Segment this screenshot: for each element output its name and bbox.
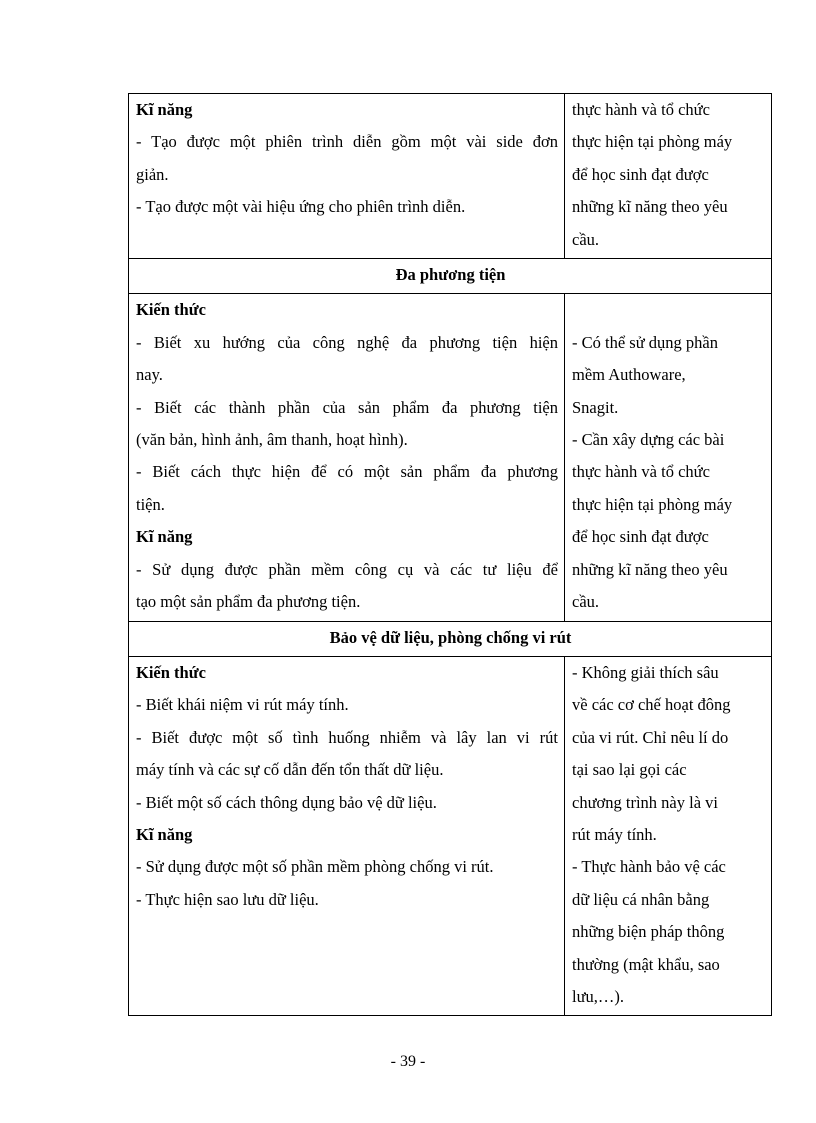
note-line: lưu,…). xyxy=(572,986,625,1006)
note-line: thường (mật khẩu, sao xyxy=(572,954,720,974)
note-line: cầu. xyxy=(572,229,600,249)
content-line: - Biết khái niệm vi rút máy tính. xyxy=(136,695,349,715)
note-line: thực hiện tại phòng máy xyxy=(572,494,733,514)
notes-cell xyxy=(565,94,772,259)
note-line: thực hiện tại phòng máy xyxy=(572,132,733,152)
section-title: Đa phương tiện xyxy=(129,259,772,294)
note-line: tại sao lại gọi các xyxy=(572,760,687,780)
content-line: - Biết xu hướng của công nghệ đa phương tiện hiện xyxy=(136,332,558,352)
curriculum-table xyxy=(128,93,772,1016)
content-line: máy tính và các sự cố dẫn đến tổn thất dữ liệu. xyxy=(136,760,444,780)
content-line: nay. xyxy=(136,365,163,385)
knowledge-heading: Kiến thức xyxy=(136,662,206,682)
content-line: tiện. xyxy=(136,494,165,514)
section-title: Bảo vệ dữ liệu, phòng chống vi rút xyxy=(129,621,772,656)
note-line: thực hành và tổ chức xyxy=(572,462,710,482)
note-line: cầu. xyxy=(572,592,600,612)
note-line: - Thực hành bảo vệ các xyxy=(572,857,726,877)
content-line: tạo một sản phẩm đa phương tiện. xyxy=(136,592,361,612)
content-line: - Tạo được một vài hiệu ứng cho phiên trình diễn. xyxy=(136,197,466,217)
content-line: - Thực hiện sao lưu dữ liệu. xyxy=(136,889,319,909)
note-line: để học sinh đạt được xyxy=(572,527,709,547)
note-line: thực hành và tổ chức xyxy=(572,100,710,119)
content-cell xyxy=(129,294,565,621)
content-line: - Sử dụng được phần mềm công cụ và các tư liệu để xyxy=(136,559,558,579)
note-line: những kĩ năng theo yêu xyxy=(572,197,728,217)
note-line: chương trình này là vi xyxy=(572,792,718,812)
content-line: - Biết được một số tình huống nhiễm và lây lan vi rút xyxy=(136,727,558,747)
note-line: của vi rút. Chỉ nêu lí do xyxy=(572,727,729,747)
note-line: - Có thể sử dụng phần xyxy=(572,332,718,352)
table-row xyxy=(129,294,772,621)
section-header-row xyxy=(129,621,772,656)
note-line: để học sinh đạt được xyxy=(572,164,709,184)
note-line: mềm Authoware, xyxy=(572,365,686,385)
content-cell xyxy=(129,94,565,259)
note-line: rút máy tính. xyxy=(572,824,657,844)
content-line: giản. xyxy=(136,164,169,184)
content-line: - Tạo được một phiên trình diễn gồm một vài side đơn xyxy=(136,132,558,152)
content-line: (văn bản, hình ảnh, âm thanh, hoạt hình). xyxy=(136,430,408,450)
note-line: Snagit. xyxy=(572,397,619,417)
note-line: dữ liệu cá nhân bằng xyxy=(572,889,710,909)
section-header-row xyxy=(129,259,772,294)
notes-cell xyxy=(565,656,772,1015)
note-line xyxy=(572,294,765,326)
note-line: những biện pháp thông xyxy=(572,922,725,942)
note-line: - Cần xây dựng các bài xyxy=(572,430,725,450)
page-number: - 39 - xyxy=(390,1053,426,1070)
table-row xyxy=(129,656,772,1015)
note-line: những kĩ năng theo yêu xyxy=(572,559,728,579)
table-row xyxy=(129,94,772,259)
content-line: - Biết các thành phần của sản phẩm đa phương tiện xyxy=(136,397,558,417)
note-line: - Không giải thích sâu xyxy=(572,662,719,682)
knowledge-heading: Kiến thức xyxy=(136,300,206,320)
content-line: - Biết cách thực hiện để có một sản phẩm đa phương xyxy=(136,462,558,482)
skills-heading: Kĩ năng xyxy=(136,824,193,844)
skills-heading: Kĩ năng xyxy=(136,527,193,547)
content-line: - Biết một số cách thông dụng bảo vệ dữ liệu. xyxy=(136,792,437,812)
content-line: - Sử dụng được một số phần mềm phòng chống vi rút. xyxy=(136,857,494,877)
content-cell xyxy=(129,656,565,1015)
note-line: về các cơ chế hoạt đông xyxy=(572,695,731,715)
notes-cell xyxy=(565,294,772,621)
skills-heading: Kĩ năng xyxy=(136,100,193,119)
